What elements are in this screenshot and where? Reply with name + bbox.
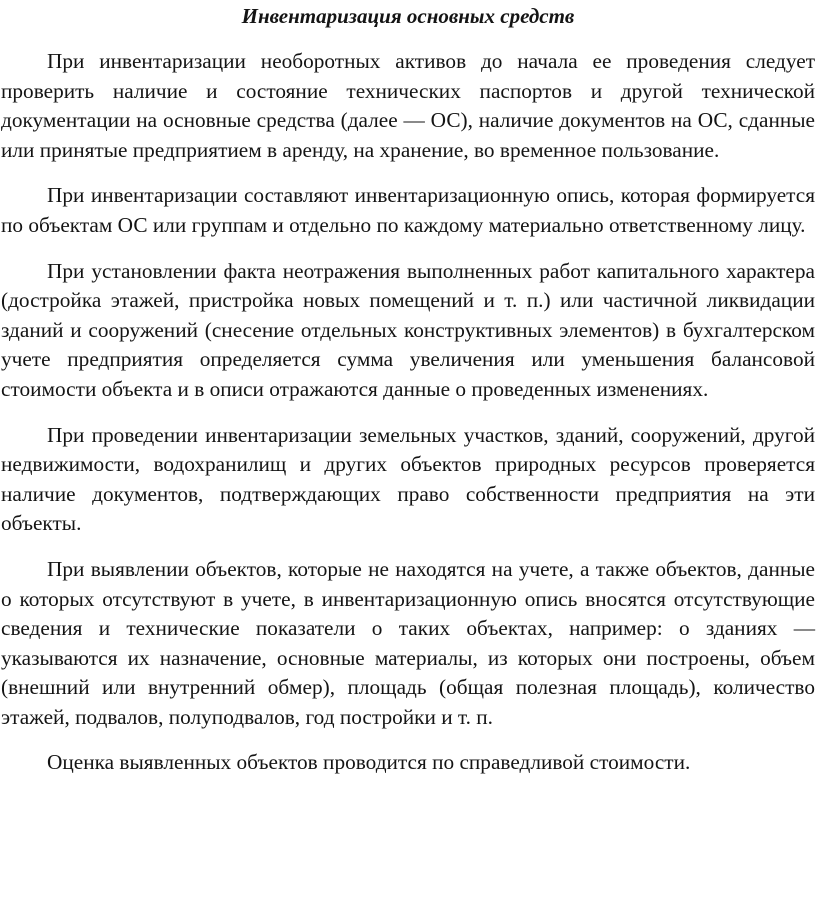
paragraph-4: При проведении инвентаризации земельных участков, зданий, сооружений, другой недвижимости, водохранилищ и других объектов природных ресурсов проверяется наличие документов, подтверждающих право собственности предприятия на эти объекты.	[1, 422, 815, 536]
paragraph-3: При установлении факта неотражения выполненных работ капитального характера (достройка этажей, пристройка новых помещений и т. п.) или частичной ликвидации зданий и сооружений (снесение отдельных конструктивных элементов) в бухгалтерском учете предприятия определяется сумма увеличения или уменьшения балансовой стоимости объекта и в описи отражаются данные о проведенных изменениях.	[1, 258, 815, 401]
paragraph-1: При инвентаризации необоротных активов до начала ее проведения следует проверить наличие и состояние технических паспортов и другой технической документации на основные средства (далее — ОС), наличие документов на ОС, сданные или принятые предприятием в аренду, на хранение, во временное пользование.	[1, 49, 815, 162]
paragraph-5: При выявлении объектов, которые не находятся на учете, а также объектов, данные о которых отсутствуют в учете, в инвентаризационную опись вносятся отсутствующие сведения и технические показатели о таких объектах, например: о зданиях — указываются их назначение, основные материалы, из которых они построены, объем (внешний или внутренний обмер), площадь (общая полезная площадь), количество этажей, подвалов, полуподвалов, год постройки и т. п.	[1, 556, 815, 729]
paragraph-2: При инвентаризации составляют инвентаризационную опись, которая формируется по объектам ОС или группам и отдельно по каждому материально ответственному лицу.	[1, 183, 815, 237]
paragraph-6: Оценка выявленных объектов проводится по справедливой стоимости.	[47, 750, 691, 775]
document-title: Инвентаризация основных средств	[241, 4, 575, 28]
